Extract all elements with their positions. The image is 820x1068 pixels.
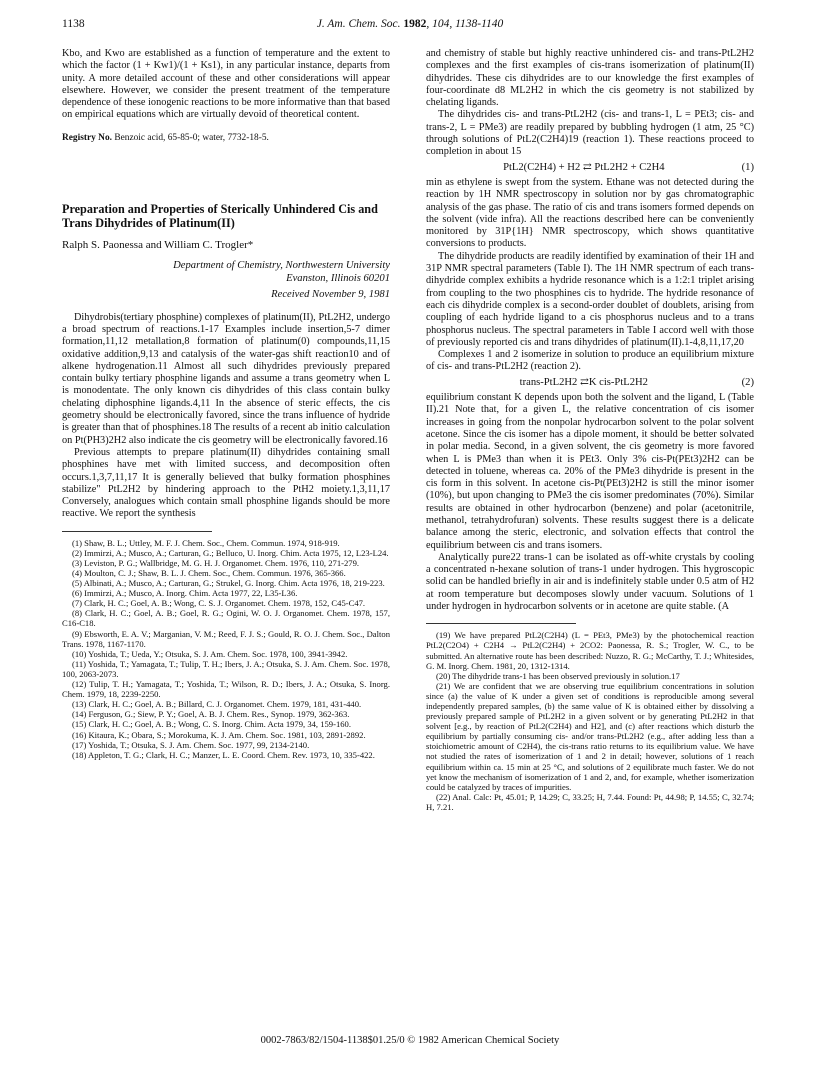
registry-label: Registry No.: [62, 132, 112, 143]
reference-item: (22) Anal. Calc: Pt, 45.01; P, 14.29; C, 33.25; H, 7.44. Found: Pt, 44.98; P, 14.55; C, 32.74; H, 7.21.: [426, 791, 754, 812]
received-date: Received November 9, 1981: [271, 289, 390, 301]
reference-item: (5) Albinati, A.; Musco, A.; Carturan, G.; Strukel, G. Inorg. Chim. Acta 1976, 18, 219-223.: [72, 578, 385, 589]
equation-2-number: (2): [741, 376, 754, 388]
affiliation-department: Department of Chemistry, Northwestern University: [173, 260, 390, 272]
equation-2-body: trans-PtL2H2 ⇄K cis-PtL2H2: [519, 376, 648, 388]
registry-numbers: [62, 132, 390, 144]
reference-item: (2) Immirzi, A.; Musco, A.; Carturan, G.; Belluco, U. Inorg. Chim. Acta 1975, 12, L23-L24.: [72, 547, 389, 558]
reference-item: (1) Shaw, B. L.; Uttley, M. F. J. Chem. Soc., Chem. Commun. 1974, 918-919.: [72, 537, 340, 548]
affiliation-location: Evanston, Illinois 60201: [286, 273, 390, 285]
equation-1-number: (1): [741, 161, 754, 173]
equation-1-body: PtL2(C2H4) + H2 ⇄ PtL2H2 + C2H4: [503, 161, 665, 173]
intro-paragraph: Kbo, and Kwo are established as a function of temperature and the extent to which the factor (1 + Kw1)/(1 + Ks1), in any particular instance, departs from unity. A more detailed account of these and other considerations will appear elsewhere. However, we consider the present treatment of the temperature dependence of these ionogenic reactions to be more informative than that based on empirical equations which are virtually devoid of theoretical content.: [62, 48, 390, 121]
reference-item: (4) Moulton, C. J.; Shaw, B. L. J. Chem. Soc., Chem. Commun. 1976, 365-366.: [72, 568, 346, 578]
right-column: [426, 48, 754, 812]
article-title: Preparation and Properties of Sterically Unhindered Cis and Trans Dihydrides of Platinum(II): [62, 202, 378, 231]
reference-item: (9) Ebsworth, E. A. V.; Marganian, V. M.; Reed, F. J. S.; Gould, R. O. J. Chem. Soc., Dalton Trans. 1978, 1167-1170.: [62, 628, 390, 649]
journal-pages: 1138-1140: [455, 18, 504, 30]
equation-1: [426, 162, 754, 174]
reference-item: (14) Ferguson, G.; Siew, P. Y.; Goel, A. B. J. Chem. Res., Synop. 1979, 362-363.: [72, 709, 350, 720]
body-paragraph: Analytically pure22 trans-1 can be isolated as off-white crystals by cooling a concentrated n-hexane solution of trans-1 under hydrogen. This hygroscopic solid can be handled briefly in air and is indefinitely stable under 0.5 atm of H2 at room temperature but decomposes slowly under vacuum. Solutions of 1 under hydrogen in hydrocarbon solvents or in acetone are quite stable. (A: [426, 551, 754, 613]
left-column: [62, 48, 390, 760]
running-header: [62, 18, 758, 34]
body-paragraph: Dihydrobis(tertiary phosphine) complexes of platinum(II), PtL2H2, undergo a broad spectrum of reactions.1-17 Examples include insertion,5-7 dimer formation,11,12 metallation,8 formation of platinum(0) compounds,11,15 oxidative addition,9,13 and catalysis of the water-gas shift reaction10 and of alkene hydrogenation.11 Almost all such dihydrides previously prepared contain bulky tertiary phosphine ligands and assume a trans geometry when L is monodentate. The only known cis dihydrides of this class contain bulky chelating diphosphine ligands.4,11 In the absence of steric effects, the cis geometry should be electronically favored, since the trans influence of hydride is greater than that of phosphines.18 The results of a recent ab initio calculation on Pt(PH3)2H2 also indicate the cis geometry will be electronically favored.16: [62, 311, 390, 446]
body-paragraph: The dihydride products are readily identified by examination of their 1H and 31P NMR spectral parameters (Table I). The 1H NMR spectrum of each trans-dihydride complex exhibits a hydride resonance which is a 1:2:1 triplet arising from coupling to the two phosphines cis to hydride. The hydride resonance of each cis dihydride complex is a second-order doublet of doublets, arising from coupling of each hydride ligand to a cis phosphorus nucleus and to a trans phosphorus nucleus. The spectral parameters in Table I accord well with those of previously reported cis and trans dihydrides of platinum(II).1-4,8,11,17,20: [426, 250, 754, 348]
reference-item: (6) Immirzi, A.; Musco, A. Inorg. Chim. Acta 1977, 22, L35-L36.: [72, 588, 298, 599]
affiliation: [62, 259, 390, 285]
reference-item: (3) Leviston, P. G.; Wallbridge, M. G. H. J. Organomet. Chem. 1976, 110, 271-279.: [72, 557, 360, 568]
reference-item: (20) The dihydride trans-1 has been observed previously in solution.17: [436, 670, 680, 681]
body-paragraph: The dihydrides cis- and trans-PtL2H2 (cis- and trans-1, L = PEt3; cis- and trans-2, L = PMe3) are readily prepared by bubbling hydrogen (1 atm, 25 °C) through solutions of PtL2(C2H4)19 (reaction 1). These reactions proceed to completion in about 15: [426, 109, 754, 158]
article-authors: Ralph S. Paonessa and William C. Trogler*: [62, 239, 254, 252]
reference-item: (8) Clark, H. C.; Goel, A. B.; Goel, R. G.; Ogini, W. O. J. Organomet. Chem. 1978, 157, C16-C18.: [62, 608, 390, 629]
footnote-rule: [426, 623, 576, 624]
journal-citation: J. Am. Chem. Soc. 1982, 104, 1138-1140: [316, 18, 504, 30]
reference-item: (10) Yoshida, T.; Ueda, Y.; Otsuka, S. J. Am. Chem. Soc. 1978, 100, 3941-3942.: [72, 648, 348, 659]
footnote-rule: [62, 531, 212, 532]
page-footer: 0002-7863/82/1504-1138$01.25/0 © 1982 American Chemical Society: [260, 1035, 560, 1046]
journal-year: 1982: [403, 18, 427, 30]
reference-item: (19) We have prepared PtL2(C2H4) (L = PEt3, PMe3) by the photochemical reaction PtL2(C2O4) + C2H4 → PtL2(C2H4) + 2CO2: Paonessa, R. S.; Trogler, W. C., to be submitted. An alternative route has been described: Nuzzo, R. G.; McCarthy, T. J.; Whitesides, G. M. Inorg. Chem. 1981, 20, 1312-1314.: [426, 630, 754, 671]
reference-item: (11) Yoshida, T.; Yamagata, T.; Tulip, T. H.; Ibers, J. A.; Otsuka, S. J. Am. Chem. Soc. 1978, 100, 2063-2073.: [62, 658, 390, 679]
registry-text: Benzoic acid, 65-85-0; water, 7732-18-5.: [114, 132, 269, 143]
body-paragraph: Complexes 1 and 2 isomerize in solution to produce an equilibrium mixture of cis- and trans-PtL2H2 (reaction 2).: [426, 349, 754, 373]
reference-item: (7) Clark, H. C.; Goel, A. B.; Wong, C. S. J. Organomet. Chem. 1978, 152, C45-C47.: [72, 598, 366, 609]
reference-item: (18) Appleton, T. G.; Clark, H. C.; Manzer, L. E. Coord. Chem. Rev. 1973, 10, 335-422.: [72, 749, 375, 760]
reference-item: (16) Kitaura, K.; Obara, S.; Morokuma, K. J. Am. Chem. Soc. 1981, 103, 2891-2892.: [72, 729, 366, 740]
journal-volume: 104: [432, 18, 450, 30]
reference-item: (12) Tulip, T. H.; Yamagata, T.; Yoshida, T.; Wilson, R. D.; Ibers, J. A.; Otsuka, S. Inorg. Chem. 1979, 18, 2239-2250.: [62, 679, 390, 700]
body-paragraph: min as ethylene is swept from the system. Ethane was not detected during the reaction by 1H NMR spectroscopy in solution nor by gas chromatographic analysis of the gas phase. The ratio of cis and trans isomers formed depends on the solvent (vide infra). All the reactions described here can be conveniently monitored by 31P{1H} NMR spectroscopy, which shows quantitative conversions to products.: [426, 176, 754, 250]
body-paragraph: equilibrium constant K depends upon both the solvent and the ligand, L (Table II).21 Note that, for a given L, the relative concentration of cis isomer increases in going from the nonpolar hydrocarbon solvent to the polar solvent acetone. Since the cis isomer has a dipole moment, it should be better solvated in polar media. Second, in a given solvent, the cis geometry is more favored when L is PMe3 than when it is PEt3. Only 3% cis-Pt(PEt3)2H2 can be detected in toluene, whereas ca. 20% of the PMe3 dihydride is present in the cis form in this solvent. In acetone cis-Pt(PEt3)2H2 is still the minor isomer (10%), but upon changing to PMe3 the cis isomer predominates (70%). Similar results are obtained in other hydrocarbon (benzene) and polar (acetonitrile, methanol, tetrahydrofuran) solvents. These results suggest there is a delicate balance among the steric, electronic, and solvation effects that control the equilibrium between cis and trans isomers.: [426, 392, 754, 551]
body-paragraph: and chemistry of stable but highly reactive unhindered cis- and trans-PtL2H2 complexes and the first examples of cis-trans isomerization of platinum(II) dihydrides. These cis dihydrides are to our knowledge the first examples of four-coordinate d8 ML2H2 in which the cis geometry is not stabilized by chelating ligands.: [426, 48, 754, 109]
reference-item: (13) Clark, H. C.; Goel, A. B.; Billard, C. J. Organomet. Chem. 1979, 181, 431-440.: [72, 699, 362, 710]
reference-item: (15) Clark, H. C.; Goel, A. B.; Wong, C. S. Inorg. Chim. Acta 1979, 34, 159-160.: [72, 719, 351, 730]
journal-name: J. Am. Chem. Soc.: [316, 18, 401, 30]
body-paragraph: Previous attempts to prepare platinum(II) dihydrides containing small phosphines have met with limited success, and decomposition often occurs.1,3,7,11,17 It is generally believed that bulky formation phosphines stabilize" PtL2H2 by hindering approach to the PtH2 moiety.1,3,11,17 Conversely, analogues which contain small phosphine ligands should be more reactive. We report the synthesis: [62, 446, 390, 520]
reference-item: (17) Yoshida, T.; Otsuka, S. J. Am. Chem. Soc. 1977, 99, 2134-2140.: [72, 739, 310, 750]
reference-list: [62, 538, 390, 760]
equation-2: [426, 377, 754, 389]
reference-item: (21) We are confident that we are observing true equilibrium concentrations in solution since (a) the value of K under a given set of conditions is reproducible among several independently prepared samples, (b) the same value of K is obtained either by dissolving a previously prepared sample of PtL2H2 in a given solvent or by generating PtL2H2 in that solvent [e.g., by reaction of PtL2(C2H4) and H2], and (c) after reactions which disturb the equilibrium by partially consuming cis- and/or trans-PtL2H2 (e.g., after adding less than a stoichiometric amount of C2H4), the cis-trans ratio returns to its equilibrium value. We have not studied the rates of isomerization of 1 and 2 in detail; however, solutions of 1 reach equilibrium within ca. 15 min at 25 °C, and solutions of 2 equilibrate much faster. We do not yet know the mechanism of isomerization of 1 and 2, and, for example, whether isomerization could be catalyzed by traces of impurities.: [426, 680, 754, 792]
reference-list: [426, 630, 754, 812]
page-number: 1138: [62, 18, 85, 30]
